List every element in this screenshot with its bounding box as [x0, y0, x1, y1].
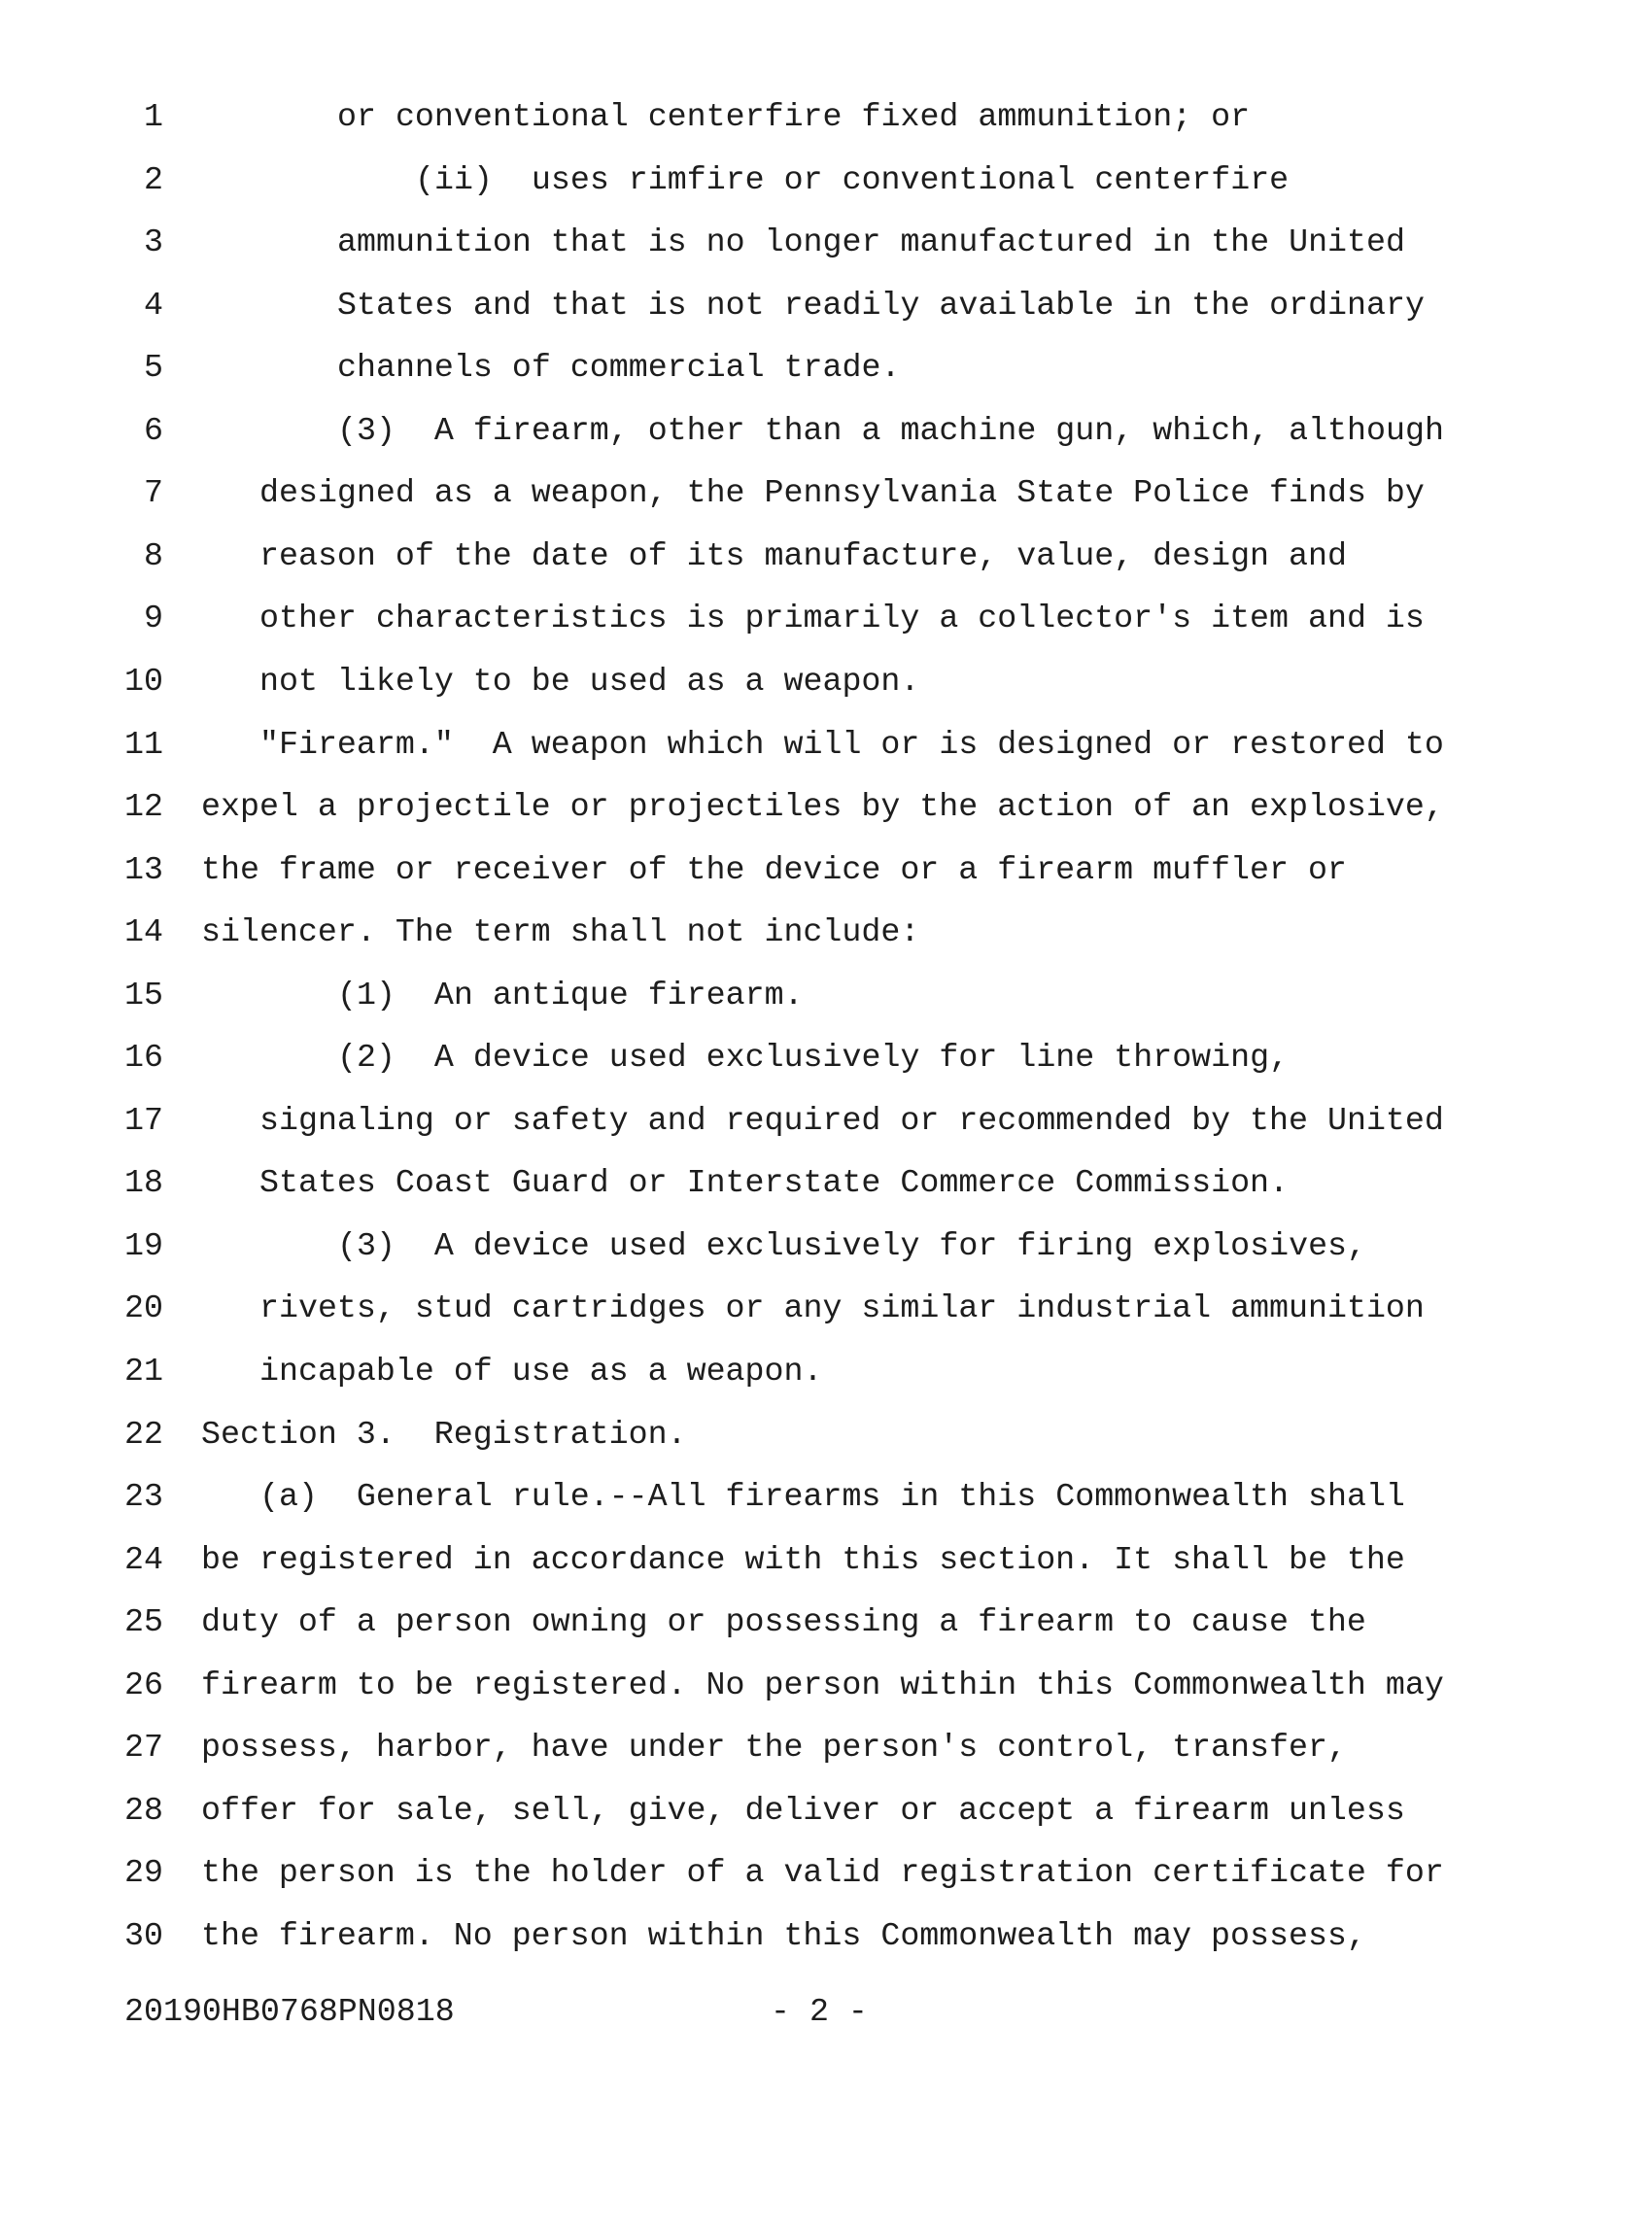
line-number: 23	[124, 1478, 163, 1516]
line-text: (ii) uses rimfire or conventional centerfire	[415, 160, 1290, 198]
line-number: 25	[124, 1603, 163, 1641]
line-row	[0, 336, 1652, 399]
line-text: Section 3. Registration.	[201, 1415, 687, 1453]
line-text: States Coast Guard or Interstate Commerce Commission.	[259, 1164, 1290, 1202]
line-row	[0, 775, 1652, 839]
line-row	[0, 1026, 1652, 1089]
line-number: 28	[124, 1791, 163, 1829]
bill-identifier: 20190HB0768PN0818	[124, 1993, 455, 2030]
line-row	[0, 1905, 1652, 1968]
line-text: "Firearm." A weapon which will or is designed or restored to	[259, 725, 1444, 763]
line-number: 2	[144, 160, 163, 198]
line-number: 15	[124, 976, 163, 1013]
line-row	[0, 462, 1652, 525]
line-row	[0, 1529, 1652, 1592]
line-text: signaling or safety and required or recommended by the United	[259, 1101, 1444, 1139]
line-text: or conventional centerfire fixed ammunition; or	[337, 98, 1251, 135]
line-row	[0, 1716, 1652, 1779]
line-text: expel a projectile or projectiles by the action of an explosive,	[201, 788, 1444, 826]
line-row	[0, 525, 1652, 588]
line-number: 19	[124, 1226, 163, 1264]
line-text: (a) General rule.--All firearms in this Commonwealth shall	[259, 1478, 1405, 1516]
line-text: (3) A firearm, other than a machine gun, which, although	[337, 411, 1444, 449]
line-row	[0, 1277, 1652, 1340]
line-text: rivets, stud cartridges or any similar industrial ammunition	[259, 1289, 1425, 1327]
line-row	[0, 1215, 1652, 1278]
line-text: States and that is not readily available in the ordinary	[337, 286, 1425, 324]
line-text: other characteristics is primarily a collector's item and is	[259, 600, 1425, 637]
line-text: the frame or receiver of the device or a firearm muffler or	[201, 850, 1347, 888]
line-text: the firearm. No person within this Commonwealth may possess,	[201, 1916, 1366, 1954]
line-number: 16	[124, 1039, 163, 1077]
line-row	[0, 399, 1652, 463]
line-row	[0, 1779, 1652, 1842]
line-number: 3	[144, 223, 163, 261]
line-text: reason of the date of its manufacture, value, design and	[259, 536, 1347, 574]
line-number: 10	[124, 662, 163, 700]
line-number: 26	[124, 1666, 163, 1703]
page-footer	[0, 1980, 1652, 2044]
line-number: 18	[124, 1164, 163, 1202]
line-row	[0, 1841, 1652, 1905]
line-number: 4	[144, 286, 163, 324]
line-text: (2) A device used exclusively for line throwing,	[337, 1039, 1290, 1077]
line-number: 8	[144, 536, 163, 574]
line-text: offer for sale, sell, give, deliver or accept a firearm unless	[201, 1791, 1405, 1829]
line-text: (1) An antique firearm.	[337, 976, 804, 1013]
page-number: - 2 -	[771, 1993, 868, 2030]
line-text: designed as a weapon, the Pennsylvania State Police finds by	[259, 474, 1425, 512]
line-row	[0, 1089, 1652, 1152]
line-text: be registered in accordance with this section. It shall be the	[201, 1540, 1405, 1578]
line-number: 12	[124, 788, 163, 826]
line-number: 11	[124, 725, 163, 763]
line-row	[0, 1654, 1652, 1717]
line-row	[0, 1340, 1652, 1403]
line-row	[0, 1591, 1652, 1654]
line-number: 5	[144, 349, 163, 387]
line-text: incapable of use as a weapon.	[259, 1353, 823, 1390]
line-row	[0, 1151, 1652, 1215]
line-text: not likely to be used as a weapon.	[259, 662, 920, 700]
line-text: channels of commercial trade.	[337, 349, 901, 387]
line-row	[0, 274, 1652, 337]
line-row	[0, 713, 1652, 776]
line-number: 20	[124, 1289, 163, 1327]
line-row	[0, 964, 1652, 1027]
line-row	[0, 86, 1652, 149]
line-number: 29	[124, 1854, 163, 1892]
line-number: 9	[144, 600, 163, 637]
line-row	[0, 211, 1652, 274]
line-number: 1	[144, 98, 163, 135]
line-row	[0, 149, 1652, 212]
line-number: 24	[124, 1540, 163, 1578]
line-text: duty of a person owning or possessing a firearm to cause the	[201, 1603, 1366, 1641]
line-text: firearm to be registered. No person within this Commonwealth may	[201, 1666, 1444, 1703]
line-text: silencer. The term shall not include:	[201, 913, 920, 951]
line-text: (3) A device used exclusively for firing explosives,	[337, 1226, 1367, 1264]
line-number: 14	[124, 913, 163, 951]
line-text: the person is the holder of a valid registration certificate for	[201, 1854, 1444, 1892]
line-row	[0, 1403, 1652, 1466]
line-number: 30	[124, 1916, 163, 1954]
line-number: 17	[124, 1101, 163, 1139]
line-row	[0, 587, 1652, 650]
line-row	[0, 901, 1652, 964]
line-number: 21	[124, 1353, 163, 1390]
line-number: 22	[124, 1415, 163, 1453]
line-text: ammunition that is no longer manufactured in the United	[337, 223, 1405, 261]
line-number: 27	[124, 1729, 163, 1767]
line-number: 6	[144, 411, 163, 449]
line-row	[0, 839, 1652, 902]
line-number: 13	[124, 850, 163, 888]
line-number: 7	[144, 474, 163, 512]
line-text: possess, harbor, have under the person's control, transfer,	[201, 1729, 1347, 1767]
line-row	[0, 1465, 1652, 1529]
line-row	[0, 650, 1652, 713]
